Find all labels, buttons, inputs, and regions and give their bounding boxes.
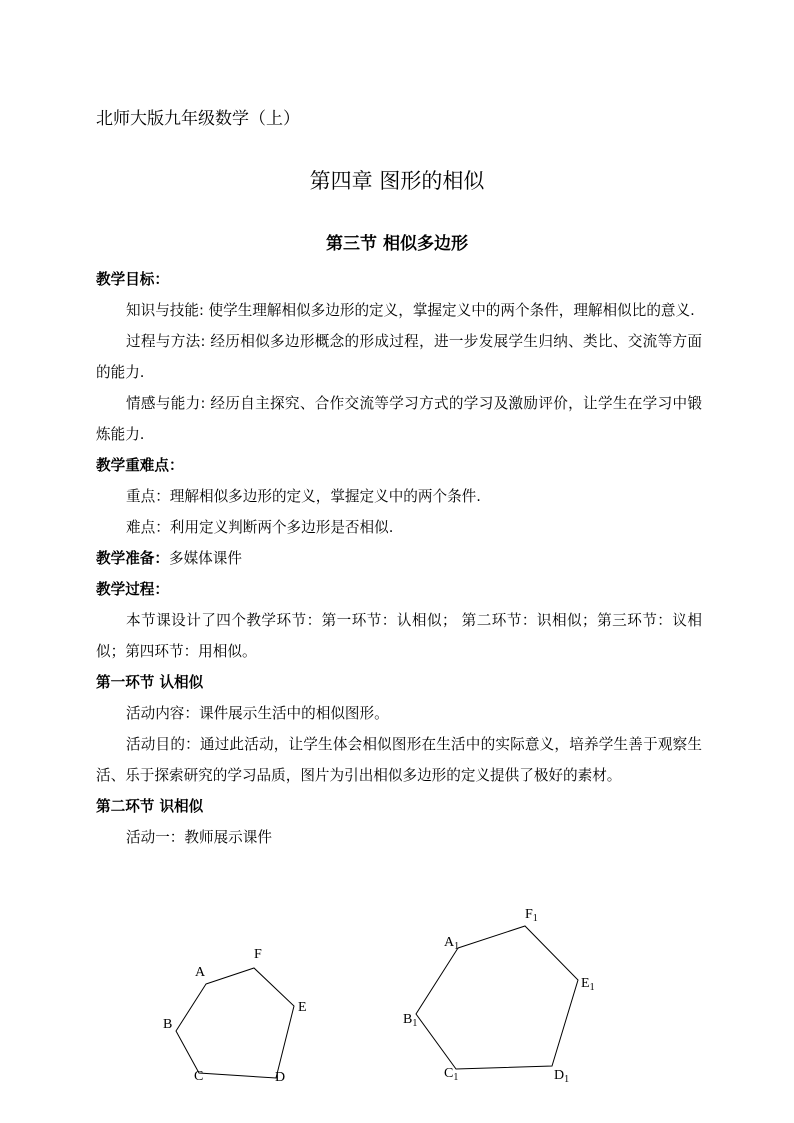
large-label-c: $C_1$ (444, 1066, 459, 1083)
preparation-heading: 教学准备： (96, 550, 169, 567)
small-label-a: A (195, 965, 206, 980)
step1-purpose: 活动目的：通过此活动，让学生体会相似图形在生活中的实际意义，培养学生善于观察生活、乐于探索研究的学习品质，图片为引出相似多边形的定义提供了极好的素材。 (96, 736, 702, 784)
chapter-title: 第四章 图形的相似 (309, 169, 485, 193)
large-label-b: $B_1$ (403, 1012, 418, 1029)
small-label-b: B (163, 1017, 173, 1032)
section-title: 第三节 相似多边形 (326, 234, 468, 254)
large-label-a: $A_1$ (444, 935, 460, 952)
series-title: 北师大版九年级数学（上） (96, 109, 300, 129)
step2-heading: 第二环节 识相似 (96, 798, 204, 815)
step1-heading: 第一环节 认相似 (96, 674, 204, 691)
goal-emotion: 情感与能力: 经历自主探究、合作交流等学习方式的学习及激励评价，让学生在学习中锻炼能力. (96, 395, 702, 443)
small-hexagon (176, 968, 294, 1078)
process-intro: 本节课设计了四个教学环节：第一环节：认相似； 第二环节：识相似；第三环节：议相似；第四环节：用相似。 (96, 612, 702, 660)
goal-process: 过程与方法: 经历相似多边形概念的形成过程，进一步发展学生归纳、类比、交流等方面的能力. (96, 333, 702, 381)
key-point: 重点：理解相似多边形的定义，掌握定义中的两个条件. (126, 488, 481, 505)
difficult-point: 难点：利用定义判断两个多边形是否相似. (126, 519, 394, 536)
small-label-f: F (254, 947, 262, 962)
large-label-f: $F_1$ (525, 907, 538, 924)
small-label-e: E (298, 1000, 307, 1015)
large-label-e: $E_1$ (581, 976, 595, 993)
key-points-heading: 教学重难点： (96, 457, 184, 474)
small-label-c: C (194, 1069, 204, 1084)
preparation-line (96, 543, 702, 574)
process-heading: 教学过程： (96, 581, 169, 598)
similar-hexagons-figure (0, 890, 794, 1110)
large-label-d: $D_1$ (554, 1068, 570, 1085)
step1-content: 活动内容：课件展示生活中的相似图形。 (126, 705, 389, 722)
large-hexagon (416, 926, 578, 1069)
small-label-d: D (275, 1070, 286, 1085)
lesson-body (96, 264, 702, 853)
step2-activity: 活动一：教师展示课件 (126, 829, 272, 846)
goals-heading: 教学目标： (96, 271, 169, 288)
preparation-text: 多媒体课件 (168, 550, 242, 567)
goal-knowledge: 知识与技能: 使学生理解相似多边形的定义，掌握定义中的两个条件，理解相似比的意义. (126, 302, 695, 319)
